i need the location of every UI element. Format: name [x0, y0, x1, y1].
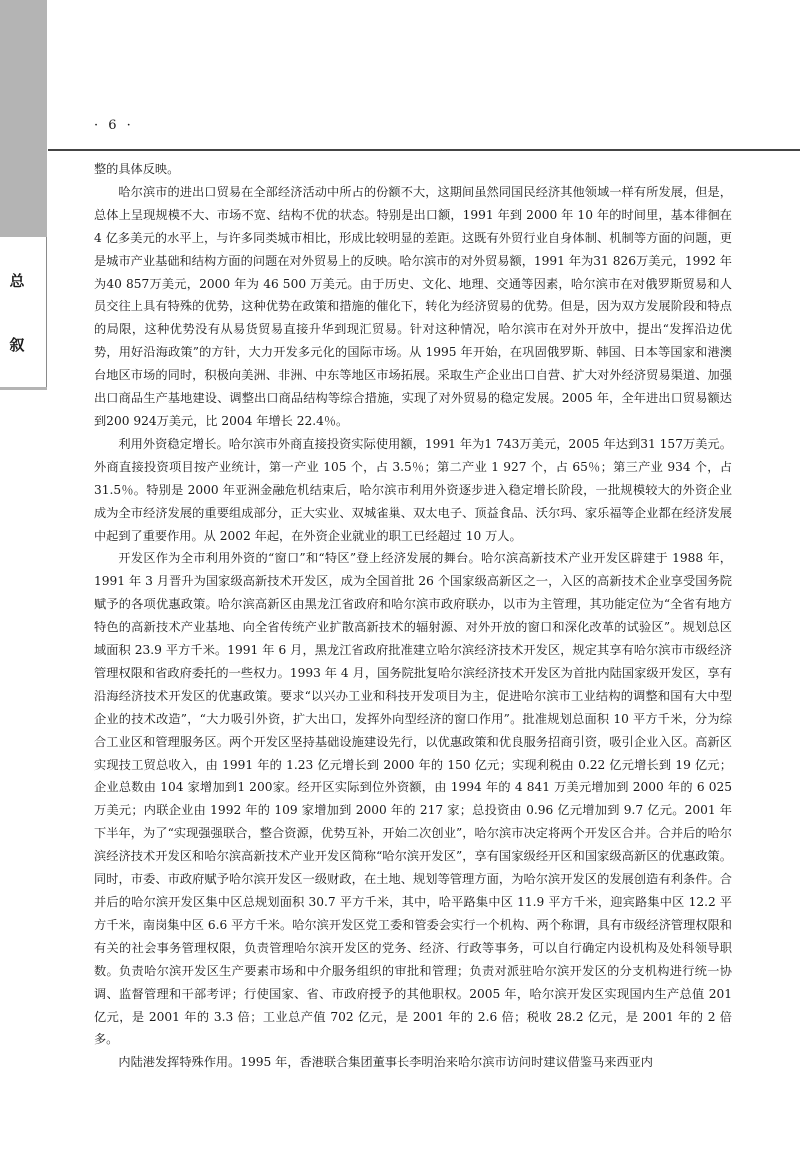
side-tab-char-1: 总: [9, 272, 25, 290]
paragraph: 整的具体反映。: [94, 162, 180, 176]
page-number: · 6 ·: [94, 118, 134, 133]
paragraph: 哈尔滨市的进出口贸易在全部经济活动中所占的份额不大，这期间虽然同国民经济其他领域一样有所发展，但是，总体上呈现规模不大、市场不宽、结构不优的状态。特别是出口额，1991 年到 2000 年 10 年的时间里，基本徘徊在 4 亿多美元的水平上，与许多同类城市相比，形成比较明显的差距。这既有外贸行业自身体制、机制等方面的问题，更是城市产业基础和结构方面的问题在对外贸易上的反映。哈尔滨市的对外贸易额，1991 年为31 826万美元，1992 年为40 857万美元，2000 年为 46 500 万美元。由于历史、文化、地理、交通等因素，哈尔滨市在对俄罗斯贸易和人员交往上具有特殊的优势，这种优势在政策和措施的催化下，转化为经济贸易的优势。但是，因为双方发展阶段和特点的局限，这种优势没有从易货贸易直接升华到现汇贸易。针对这种情况，哈尔滨市在对外开放中，提出“发挥沿边优势，用好沿海政策”的方针，大力开发多元化的国际市场。从 1995 年开始，在巩固俄罗斯、韩国、日本等国家和港澳台地区市场的同时，积极向美洲、非洲、中东等地区市场拓展。采取生产企业出口自营、扩大对外经济贸易渠道、加强出口商品生产基地建设、调整出口商品结构等综合措施，实现了对外贸易的稳定发展。2005 年，全年进出口贸易额达到200 924万美元，比 2004 年增长 22.4％。: [94, 184, 732, 428]
paragraph: 利用外资稳定增长。哈尔滨市外商直接投资实际使用额，1991 年为1 743万美元，2005 年达到31 157万美元。外商直接投资项目按产业统计，第一产业 105 个，占 3.5％；第二产业 1 927 个，占 65％；第三产业 934 个，占 31.5％。特别是 2000 年亚洲金融危机结束后，哈尔滨市利用外资逐步进入稳定增长阶段，一批规模较大的外资企业成为全市经济发展的重要组成部分，正大实业、双城雀巢、双太电子、顶益食品、沃尔玛、家乐福等企业都在经济发展中起到了重要作用。从 2002 年起，在外资企业就业的职工已经超过 10 万人。: [94, 436, 732, 543]
side-tab-char-2: 叙: [9, 336, 25, 354]
body-text: [94, 158, 732, 1074]
paragraph: 开发区作为全市利用外资的“窗口”和“特区”登上经济发展的舞台。哈尔滨高新技术产业开发区辟建于 1988 年，1991 年 3 月晋升为国家级高新技术开发区，成为全国首批 26 个国家级高新区之一，入区的高新技术企业享受国务院赋予的各项优惠政策。哈尔滨高新区由黑龙江省政府和哈尔滨市政府联办，以市为主管理，其功能定位为“全省有地方特色的高新技术产业基地、向全省传统产业扩散高新技术的辐射源、对外开放的窗口和深化改革的试验区”。规划总区域面积 23.9 平方千米。1991 年 6 月，黑龙江省政府批准建立哈尔滨经济技术开发区，规定其享有哈尔滨市市级经济管理权限和省政府委托的一些权力。1993 年 4 月，国务院批复哈尔滨经济技术开发区为首批内陆国家级开发区，享有沿海经济技术开发区的优惠政策。要求“以兴办工业和科技开发项目为主，促进哈尔滨市工业结构的调整和国有大中型企业的技术改造”，“大力吸引外资，扩大出口，发挥外向型经济的窗口作用”。批准规划总面积 10 平方千米，分为综合工业区和管理服务区。两个开发区坚持基础设施建设先行，以优惠政策和优良服务招商引资，吸引企业入区。高新区实现技工贸总收入，由 1991 年的 1.23 亿元增长到 2000 年的 150 亿元；实现利税由 0.22 亿元增长到 19 亿元；企业总数由 104 家增加到1 200家。经开区实际到位外资额，由 1994 年的 4 841 万美元增加到 2000 年的 6 025 万美元；内联企业由 1992 年的 109 家增加到 2000 年的 217 家；总投资由 0.96 亿元增加到 9.7 亿元。2001 年下半年，为了“实现强强联合，整合资源，优势互补，开始二次创业”，哈尔滨市决定将两个开发区合并。合并后的哈尔滨经济技术开发区和哈尔滨高新技术产业开发区简称“哈尔滨开发区”，享有国家级经开区和国家级高新区的优惠政策。同时，市委、市政府赋予哈尔滨开发区一级财政，在土地、规划等管理方面，为哈尔滨开发区的发展创造有利条件。合并后的哈尔滨开发区集中区总规划面积 30.7 平方千米，其中，哈平路集中区 11.9 平方千米，迎宾路集中区 12.2 平方千米，南岗集中区 6.6 平方千米。哈尔滨开发区党工委和管委会实行一个机构、两个称谓，具有市级经济管理权限和有关的社会事务管理权限，负责管理哈尔滨开发区的党务、经济、行政等事务，可以自行确定内设机构及处科领导职数。负责哈尔滨开发区生产要素市场和中介服务组织的审批和管理；负责对派驻哈尔滨开发区的分支机构进行统一协调、监督管理和干部考评；行使国家、省、市政府授予的其他职权。2005 年，哈尔滨开发区实现国内生产总值 201 亿元，是 2001 年的 3.3 倍；工业总产值 702 亿元，是 2001 年的 2.6 倍；税收 28.2 亿元，是 2001 年的 2 倍多。: [94, 551, 732, 1047]
paragraph: 内陆港发挥特殊作用。1995 年，香港联合集团董事长李明治来哈尔滨市访问时建议借鉴马来西亚内: [118, 1055, 653, 1070]
header-rule: [48, 149, 800, 151]
side-section-tab: [0, 237, 47, 387]
